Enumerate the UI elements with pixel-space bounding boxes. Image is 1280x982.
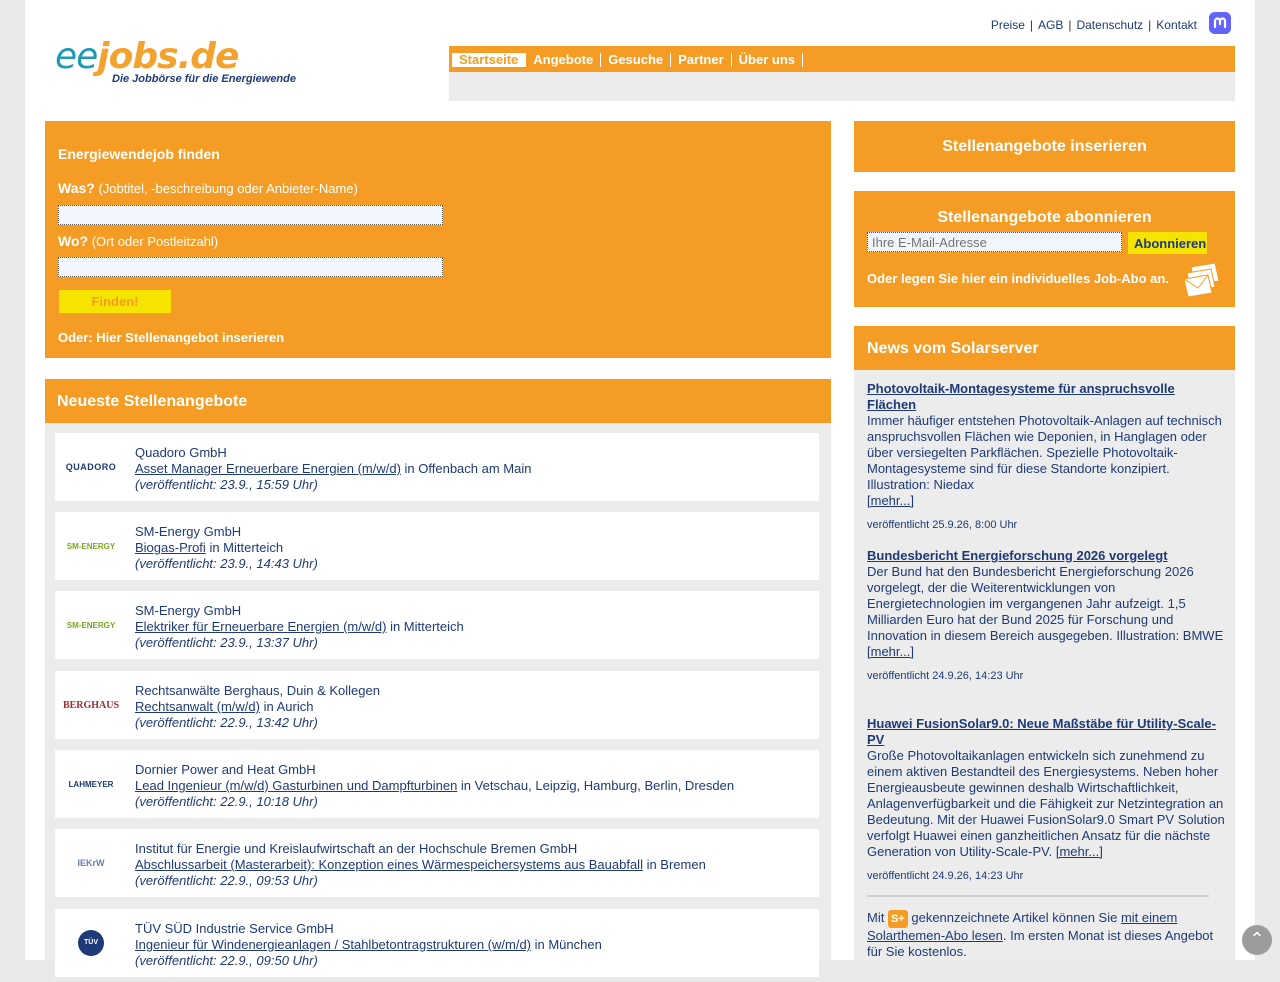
news-body: Der Bund hat den Bundesbericht Energieforschung 2026 vorgelegt, der die Weiterentwicklungen von Energietechnologien im vergangenen Jahr aufzeigt. 1,5 Milliarden Euro hat der Bund 2025 für Forschung und Innovation in diesem Bereich ausgegeben. Illustration: BMWE — [867, 564, 1224, 643]
utility-nav: Preise | AGB | Datenschutz | Kontakt — [990, 18, 1197, 32]
job-location: in Aurich — [263, 699, 314, 714]
company-logo: SM-ENERGY — [66, 541, 116, 551]
solarthemen-promo: Mit S+ gekennzeichnete Artikel können Sie mit einem Solarthemen-Abo lesen. Im ersten Monat ist dieses Angebot für Sie kostenlos. — [867, 910, 1214, 959]
nav-item-ueber-uns[interactable]: Über uns — [732, 53, 803, 67]
news-date: veröffentlicht 24.9.26, 14:23 Uhr — [867, 870, 1024, 882]
job-card[interactable] — [55, 512, 819, 580]
job-title-link[interactable]: Biogas-Profi — [135, 540, 206, 555]
search-heading: Energiewendejob finden — [58, 146, 220, 162]
divider — [867, 895, 1209, 897]
news-body: Immer häufiger entstehen Photovoltaik-Anlagen auf technisch anspruchsvollen Flächen wie Deponien, in Hanglagen oder über versiegelten Parkflächen. Spezielle Photovoltaik-Montagesysteme sind für diese Standorte konzipiert. Illustration: Niedax — [867, 413, 1222, 492]
job-title-link[interactable]: Lead Ingenieur (m/w/d) Gasturbinen und Dampfturbinen — [135, 778, 458, 793]
company-logo: TÜV SÜD — [59, 927, 123, 959]
news-header — [854, 326, 1235, 370]
job-card[interactable] — [55, 750, 819, 818]
news-heading: News vom Solarserver — [867, 340, 1039, 357]
page — [25, 0, 1255, 972]
job-company: Institut für Energie und Kreislaufwirtschaft an der Hochschule Bremen GmbH — [135, 841, 578, 856]
nav-link-kontakt[interactable]: Kontakt — [1156, 18, 1197, 32]
email-input[interactable] — [867, 232, 1122, 252]
solarthemen-abo-link[interactable]: mit einem Solarthemen-Abo lesen — [867, 910, 1178, 943]
nav-link-agb[interactable]: AGB — [1038, 18, 1064, 32]
job-company: TÜV SÜD Industrie Service GmbH — [135, 921, 334, 936]
job-card[interactable] — [55, 909, 819, 977]
job-company: Quadoro GmbH — [135, 445, 227, 460]
find-button[interactable]: Finden! — [59, 290, 171, 313]
jobs-heading: Neueste Stellenangebote — [57, 393, 248, 410]
job-company: SM-Energy GmbH — [135, 524, 242, 539]
was-label: Was? (Jobtitel, -beschreibung oder Anbieter-Name) — [58, 180, 358, 196]
main-nav — [449, 46, 1235, 72]
insert-job-link[interactable]: Oder: Hier Stellenangebot inserieren — [58, 330, 285, 345]
company-logo: BERGHAUS — [62, 699, 120, 711]
nav-item-gesuche[interactable]: Gesuche — [601, 53, 671, 67]
job-date: (veröffentlicht: 23.9., 15:59 Uhr) — [135, 477, 318, 492]
news-date: veröffentlicht 25.9.26, 8:00 Uhr — [867, 519, 1018, 531]
logo-ee: ee — [55, 36, 98, 77]
individual-abo-link[interactable]: Oder legen Sie hier ein individuelles Job-Abo an. — [867, 271, 1169, 286]
job-company: SM-Energy GmbH — [135, 603, 242, 618]
sub-nav-bar — [449, 72, 1235, 101]
job-location: in Mitterteich — [390, 619, 464, 634]
news-date: veröffentlicht 24.9.26, 14:23 Uhr — [867, 670, 1024, 682]
news-title-link[interactable]: Huawei FusionSolar9.0: Neue Maßstäbe für Utility-Scale-PV — [867, 716, 1216, 747]
news-title-link[interactable]: Photovoltaik-Montagesysteme für anspruchsvolle Flächen — [867, 381, 1175, 412]
nav-link-datenschutz[interactable]: Datenschutz — [1076, 18, 1144, 32]
job-title-link[interactable]: Rechtsanwalt (m/w/d) — [135, 699, 260, 714]
site-logo[interactable] — [55, 36, 296, 85]
job-subscription-panel — [854, 191, 1235, 307]
job-title-link[interactable]: Ingenieur für Windenergieanlagen / Stahlbetontragstrukturen (w/m/d) — [135, 937, 531, 952]
job-search-panel — [45, 121, 831, 358]
envelope-icon — [1183, 261, 1221, 297]
company-logo: IEKrW — [77, 858, 105, 868]
nav-item-startseite[interactable]: Startseite — [452, 53, 526, 67]
job-location: in Vetschau, Leipzig, Hamburg, Berlin, Dresden — [460, 778, 735, 793]
job-title-link[interactable]: Abschlussarbeit (Masterarbeit): Konzeption eines Wärmespeichersystems aus Bauabfall — [135, 857, 643, 872]
job-title-link[interactable]: Elektriker für Erneuerbare Energien (m/w/d) — [135, 619, 387, 634]
job-card[interactable] — [55, 591, 819, 659]
job-title-link[interactable]: Asset Manager Erneuerbare Energien (m/w/d) — [135, 461, 401, 476]
company-logo: SM-ENERGY — [66, 620, 116, 630]
job-company: Rechtsanwälte Berghaus, Duin & Kollegen — [135, 683, 380, 698]
nav-link-preise[interactable]: Preise — [990, 18, 1025, 32]
abo-heading: Stellenangebote abonnieren — [937, 209, 1152, 226]
news-title-link[interactable]: Bundesbericht Energieforschung 2026 vorgelegt — [867, 548, 1168, 563]
splus-badge-icon: S+ — [888, 910, 908, 928]
news-body: Große Photovoltaikanlagen entwickeln sich zunehmend zu einem aktiven Bestandteil des Energiesystems. Neben hoher Energieausbeute gewinnen deshalb Wirtschaftlichkeit, Anlagenverfügbarkeit und die Fähigkeit zur Netzintegration an Bedeutung. Mit der Huawei FusionSolar9.0 Smart PV Solution verfolgt Huawei einen ganzheitlichen Ansatz für die nächste Generation von Utility-Scale-PV. — [867, 748, 1225, 859]
news-item — [867, 716, 1225, 884]
job-date: (veröffentlicht: 22.9., 10:18 Uhr) — [135, 794, 318, 809]
news-more-link[interactable]: [mehr...] — [867, 493, 914, 508]
news-more-link[interactable]: [mehr...] — [867, 644, 914, 659]
job-location: in Offenbach am Main — [404, 461, 532, 476]
job-date: (veröffentlicht: 22.9., 09:50 Uhr) — [135, 953, 318, 968]
jobs-header — [45, 379, 831, 423]
news-list — [854, 370, 1235, 960]
news-item — [867, 548, 1225, 684]
job-card[interactable] — [55, 829, 819, 897]
mastodon-icon[interactable] — [1209, 12, 1231, 34]
wo-label: Wo? (Ort oder Postleitzahl) — [58, 233, 219, 249]
nav-item-angebote[interactable]: Angebote — [526, 53, 601, 67]
job-date: (veröffentlicht: 22.9., 13:42 Uhr) — [135, 715, 318, 730]
insert-job-button[interactable] — [854, 121, 1235, 172]
subscribe-button[interactable]: Abonnieren — [1128, 232, 1207, 254]
logo-tagline: Die Jobbörse für die Energiewende — [112, 73, 296, 85]
job-date: (veröffentlicht: 23.9., 14:43 Uhr) — [135, 556, 318, 571]
job-location: in München — [534, 937, 602, 952]
job-date: (veröffentlicht: 23.9., 13:37 Uhr) — [135, 635, 318, 650]
wo-input[interactable] — [58, 257, 443, 277]
news-item — [867, 381, 1225, 533]
job-location: in Bremen — [646, 857, 706, 872]
job-location: in Mitterteich — [209, 540, 284, 555]
was-input[interactable] — [58, 205, 443, 225]
news-more-link[interactable]: [mehr...] — [1055, 844, 1103, 859]
nav-item-partner[interactable]: Partner — [671, 53, 732, 67]
company-logo: QUADORO — [65, 462, 117, 472]
company-logo: LAHMEYER — [68, 779, 114, 789]
job-card[interactable] — [55, 433, 819, 501]
logo-jobs: jobs.de — [97, 36, 239, 77]
insert-job-label: Stellenangebote inserieren — [942, 138, 1147, 155]
chevron-up-icon[interactable]: ⌃ — [1242, 925, 1272, 955]
jobs-list — [45, 423, 831, 972]
job-card[interactable] — [55, 671, 819, 739]
job-date: (veröffentlicht: 22.9., 09:53 Uhr) — [135, 873, 318, 888]
job-company: Dornier Power and Heat GmbH — [135, 762, 316, 777]
